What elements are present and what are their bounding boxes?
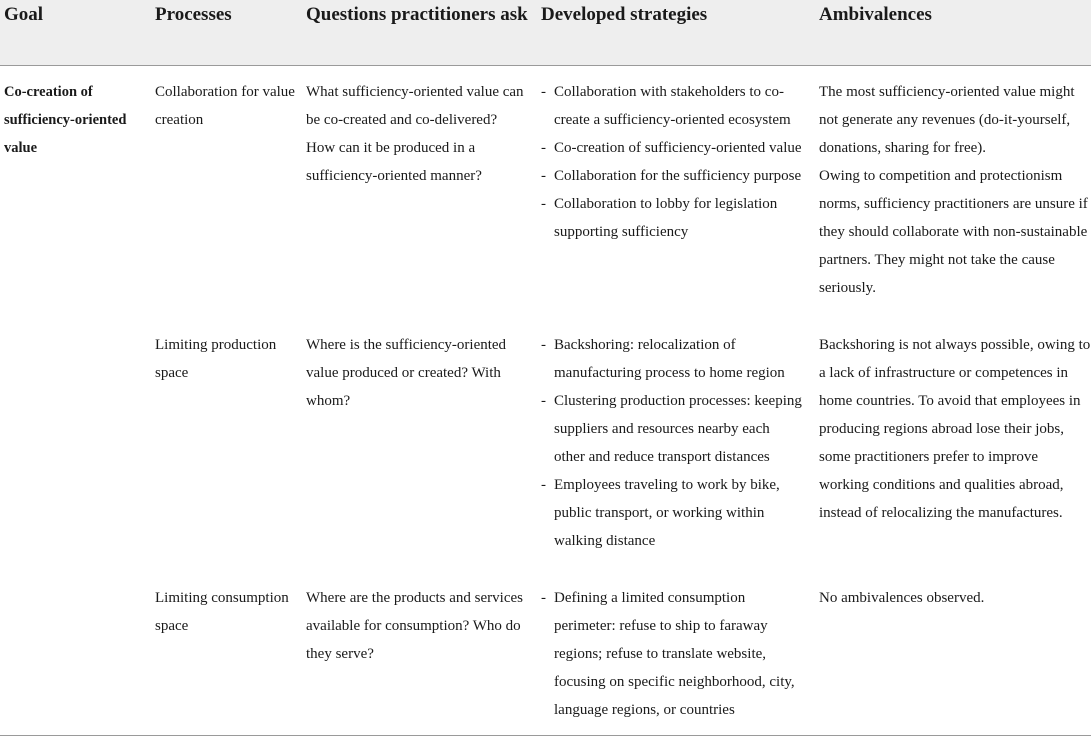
process-cell: Limiting production space bbox=[155, 337, 277, 381]
bottom-rule bbox=[0, 735, 1091, 736]
strategy-item: - Collaboration to lobby for legislation supporting sufficiency bbox=[541, 190, 803, 246]
question-cell: What sufficiency-oriented value can be co-created and co-delivered? How can it be produced in a sufficiency-oriented manner? bbox=[306, 84, 524, 184]
strategy-item: - Clustering production processes: keeping suppliers and resources nearby each other and reduce transport distances bbox=[541, 387, 803, 471]
ambivalence-text: Backshoring is not always possible, owing to a lack of infrastructure or competences in home countries. To avoid that employees in producing regions abroad lose their jobs, some practitioners prefer to improve working conditions and qualities abroad, instead of relocalizing the manufactures. bbox=[819, 337, 1091, 521]
strategy-item: - Backshoring: relocalization of manufacturing process to home region bbox=[541, 331, 803, 387]
ambivalence-cell bbox=[819, 584, 1091, 612]
header-goal: Goal bbox=[4, 4, 44, 25]
process-cell: Collaboration for value creation bbox=[155, 84, 295, 128]
header-strategies: Developed strategies bbox=[541, 4, 708, 25]
strategy-item: - Defining a limited consumption perimeter: refuse to ship to faraway regions; refuse to translate website, focusing on specific neighborhood, city, language regions, or countries bbox=[541, 584, 803, 724]
header-rule bbox=[0, 65, 1091, 66]
goal-cell: Co-creation of sufficiency-oriented value bbox=[4, 84, 127, 156]
ambivalence-cell bbox=[819, 78, 1091, 302]
strategy-item: - Collaboration for the sufficiency purpose bbox=[541, 162, 803, 190]
strategy-list bbox=[541, 78, 803, 246]
question-cell: Where is the sufficiency-oriented value produced or created? With whom? bbox=[306, 337, 507, 409]
process-cell: Limiting consumption space bbox=[155, 590, 289, 634]
strategy-item: - Employees traveling to work by bike, public transport, or working within walking distance bbox=[541, 471, 803, 555]
header-questions: Questions practitioners ask bbox=[306, 4, 528, 25]
header-processes: Processes bbox=[155, 4, 232, 25]
strategy-list bbox=[541, 584, 803, 724]
ambivalence-text: Owing to competition and protectionism norms, sufficiency practitioners are unsure if they should collaborate with non-sustainable partners. They might not take the cause seriously. bbox=[819, 168, 1088, 296]
strategy-item: - Collaboration with stakeholders to co-create a sufficiency-oriented ecosystem bbox=[541, 78, 803, 134]
ambivalence-text: No ambivalences observed. bbox=[819, 590, 985, 606]
strategy-list bbox=[541, 331, 803, 555]
question-cell: Where are the products and services available for consumption? Who do they serve? bbox=[306, 590, 523, 662]
ambivalence-cell bbox=[819, 331, 1091, 527]
strategy-item: - Co-creation of sufficiency-oriented value bbox=[541, 134, 803, 162]
ambivalence-text: The most sufficiency-oriented value might not generate any revenues (do-it-yourself, donations, sharing for free). bbox=[819, 84, 1075, 156]
header-ambivalences: Ambivalences bbox=[819, 4, 932, 25]
